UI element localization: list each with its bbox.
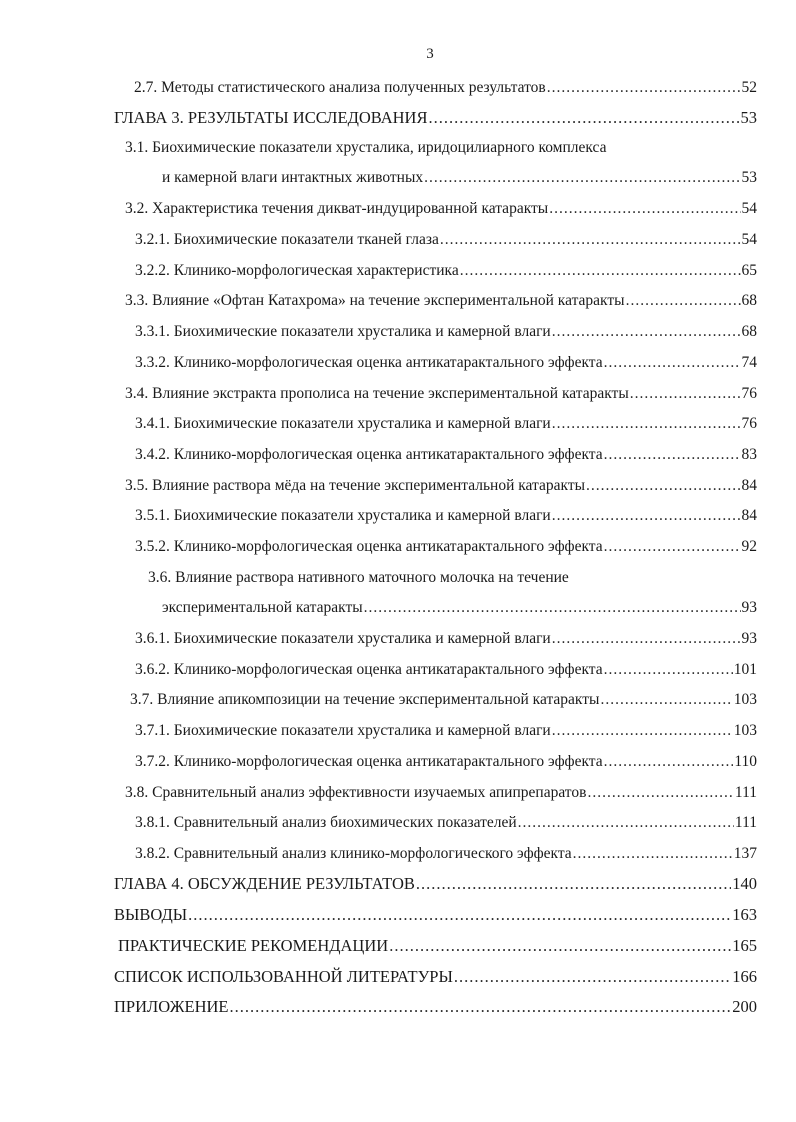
toc-entry-title: 3.6.2. Клинико-морфологическая оценка антикатарактального эффекта [135,661,603,678]
toc-entry-appendix [114,997,757,1017]
toc-dot-leader [600,690,732,710]
toc-entry-title: 3.2.2. Клинико-морфологическая характеристика [135,262,459,279]
toc-dot-leader [626,291,741,311]
toc-dot-leader [604,660,733,680]
toc-entry-recommendations [118,936,757,956]
toc-dot-leader [552,506,741,526]
toc-dot-leader [573,844,733,864]
toc-dot-leader [389,936,731,956]
toc-entry-title: 2.7. Методы статистического анализа полученных результатов [134,79,546,96]
toc-dot-leader [547,78,741,98]
toc-entry-title: 3.7. Влияние апикомпозиции на течение экспериментальной катаракты [130,691,600,708]
toc-entry-page: 53 [740,108,757,127]
toc-entry-page: 65 [741,262,757,279]
toc-entry-title: и камерной влаги интактных животных [162,169,424,186]
toc-dot-leader [229,997,731,1017]
toc-dot-leader [364,598,741,618]
toc-entry-3-1-line-1 [125,138,757,158]
toc-entry-title: 3.1. Биохимические показатели хрусталика, иридоцилиарного комплекса [125,139,607,156]
toc-entry-title: 3.2. Характеристика течения дикват-индуцированной катаракты [125,200,549,217]
toc-entry-page: 68 [741,292,757,309]
toc-dot-leader [518,813,734,833]
toc-entry-3-8-1 [135,813,757,833]
toc-dot-leader [460,261,741,281]
toc-entry-page: 137 [733,845,757,862]
toc-dot-leader [549,199,740,219]
toc-entry-chapter-3 [114,108,757,128]
toc-entry-3-6-line-2 [162,598,757,618]
toc-entry-3-6-1 [135,629,757,649]
toc-entry-3-3 [125,291,757,311]
toc-entry-page: 54 [741,200,757,217]
toc-entry-3-5 [125,476,757,496]
toc-dot-leader [630,384,741,404]
toc-entry-page: 140 [732,874,757,893]
toc-entry-page: 93 [741,630,757,647]
toc-entry-page: 103 [733,691,757,708]
toc-entry-chapter-4 [114,874,757,894]
toc-entry-title: 3.6. Влияние раствора нативного маточного молочка на течение [148,569,569,586]
toc-entry-3-4 [125,384,757,404]
toc-entry-page: 200 [732,997,757,1016]
toc-entry-3-1-line-2 [162,168,757,188]
toc-entry-3-4-1 [135,414,757,434]
toc-entry-title: 3.4. Влияние экстракта прополиса на течение экспериментальной катаракты [125,385,629,402]
toc-entry-3-7 [130,690,757,710]
toc-entry-page: 110 [734,753,757,770]
toc-entry-title: 3.3.2. Клинико-морфологическая оценка антикатарактального эффекта [135,354,603,371]
toc-entry-title: 3.8.1. Сравнительный анализ биохимических показателей [135,814,517,831]
toc-dot-leader [188,905,731,925]
toc-entry-page: 163 [732,905,757,924]
toc-entry-page: 111 [734,784,757,801]
toc-entry-3-7-2 [135,752,757,772]
toc-entry-page: 84 [741,477,757,494]
toc-entry-3-8 [125,783,757,803]
toc-entry-3-2-1 [135,230,757,250]
toc-entry-title: ГЛАВА 3. РЕЗУЛЬТАТЫ ИССЛЕДОВАНИЯ [114,108,428,127]
toc-entry-title: 3.8.2. Сравнительный анализ клинико-морфологического эффекта [135,845,572,862]
toc-entry-page: 166 [732,967,757,986]
toc-entry-3-7-1 [135,721,757,741]
toc-entry-3-4-2 [135,445,757,465]
toc-entry-page: 53 [741,169,757,186]
toc-entry-page: 76 [741,385,757,402]
toc-entry-conclusions [114,905,757,925]
toc-dot-leader [440,230,741,250]
toc-entry-3-8-2 [135,844,757,864]
toc-entry-page: 93 [741,599,757,616]
toc-entry-title: 3.5.2. Клинико-морфологическая оценка антикатарактального эффекта [135,538,603,555]
toc-dot-leader [552,322,741,342]
toc-dot-leader [552,414,741,434]
toc-entry-page: 111 [734,814,757,831]
toc-entry-3-6-2 [135,660,757,680]
toc-entry-page: 74 [741,354,757,371]
toc-entry-page: 92 [741,538,757,555]
toc-entry-title: 3.2.1. Биохимические показатели тканей глаза [135,231,439,248]
toc-entry-3-2-2 [135,261,757,281]
toc-entry-title: ГЛАВА 4. ОБСУЖДЕНИЕ РЕЗУЛЬТАТОВ [114,874,415,893]
toc-entry-page: 101 [733,661,757,678]
toc-entry-3-2 [125,199,757,219]
toc-entry-title: ПРИЛОЖЕНИЕ [114,997,229,1016]
toc-entry-title: 3.6.1. Биохимические показатели хрусталика и камерной влаги [135,630,551,647]
toc-dot-leader [604,752,734,772]
toc-entry-3-5-1 [135,506,757,526]
toc-entry-title: 3.8. Сравнительный анализ эффективности изучаемых апипрепаратов [125,784,587,801]
toc-entry-title: 3.4.1. Биохимические показатели хрусталика и камерной влаги [135,415,551,432]
toc-dot-leader [604,353,741,373]
toc-entry-title: СПИСОК ИСПОЛЬЗОВАННОЙ ЛИТЕРАТУРЫ [114,967,453,986]
toc-entry-2-7 [134,78,757,98]
toc-entry-references [114,967,757,987]
toc-entry-page: 83 [741,446,757,463]
toc-dot-leader [586,476,740,496]
toc-dot-leader [454,967,731,987]
toc-entry-page: 76 [741,415,757,432]
toc-dot-leader [416,874,731,894]
toc-entry-page: 165 [732,936,757,955]
toc-entry-title: 3.3.1. Биохимические показатели хрусталика и камерной влаги [135,323,551,340]
toc-entry-3-6-line-1 [148,568,757,588]
toc-entry-3-3-1 [135,322,757,342]
toc-entry-title: 3.4.2. Клинико-морфологическая оценка антикатарактального эффекта [135,446,603,463]
toc-entry-title: ВЫВОДЫ [114,905,188,924]
toc-entry-3-5-2 [135,537,757,557]
toc-entry-title: 3.7.2. Клинико-морфологическая оценка антикатарактального эффекта [135,753,603,770]
page-number: 3 [426,46,434,62]
toc-dot-leader [552,629,741,649]
toc-dot-leader [428,108,739,128]
toc-dot-leader [604,445,741,465]
toc-entry-title: 3.3. Влияние «Офтан Катахрома» на течение экспериментальной катаракты [125,292,625,309]
toc-dot-leader [604,537,741,557]
toc-dot-leader [424,168,740,188]
toc-dot-leader [552,721,733,741]
toc-entry-title: 3.5. Влияние раствора мёда на течение экспериментальной катаракты [125,477,586,494]
toc-entry-title: ПРАКТИЧЕСКИЕ РЕКОМЕНДАЦИИ [118,936,389,955]
toc-entry-page: 52 [741,79,757,96]
toc-entry-page: 54 [741,231,757,248]
toc-entry-page: 103 [733,722,757,739]
toc-entry-3-3-2 [135,353,757,373]
toc-entry-title: 3.7.1. Биохимические показатели хрусталика и камерной влаги [135,722,551,739]
toc-entry-page: 68 [741,323,757,340]
toc-entry-page: 84 [741,507,757,524]
toc-entry-title: экспериментальной катаракты [162,599,363,616]
toc-dot-leader [587,783,733,803]
toc-entry-title: 3.5.1. Биохимические показатели хрусталика и камерной влаги [135,507,551,524]
